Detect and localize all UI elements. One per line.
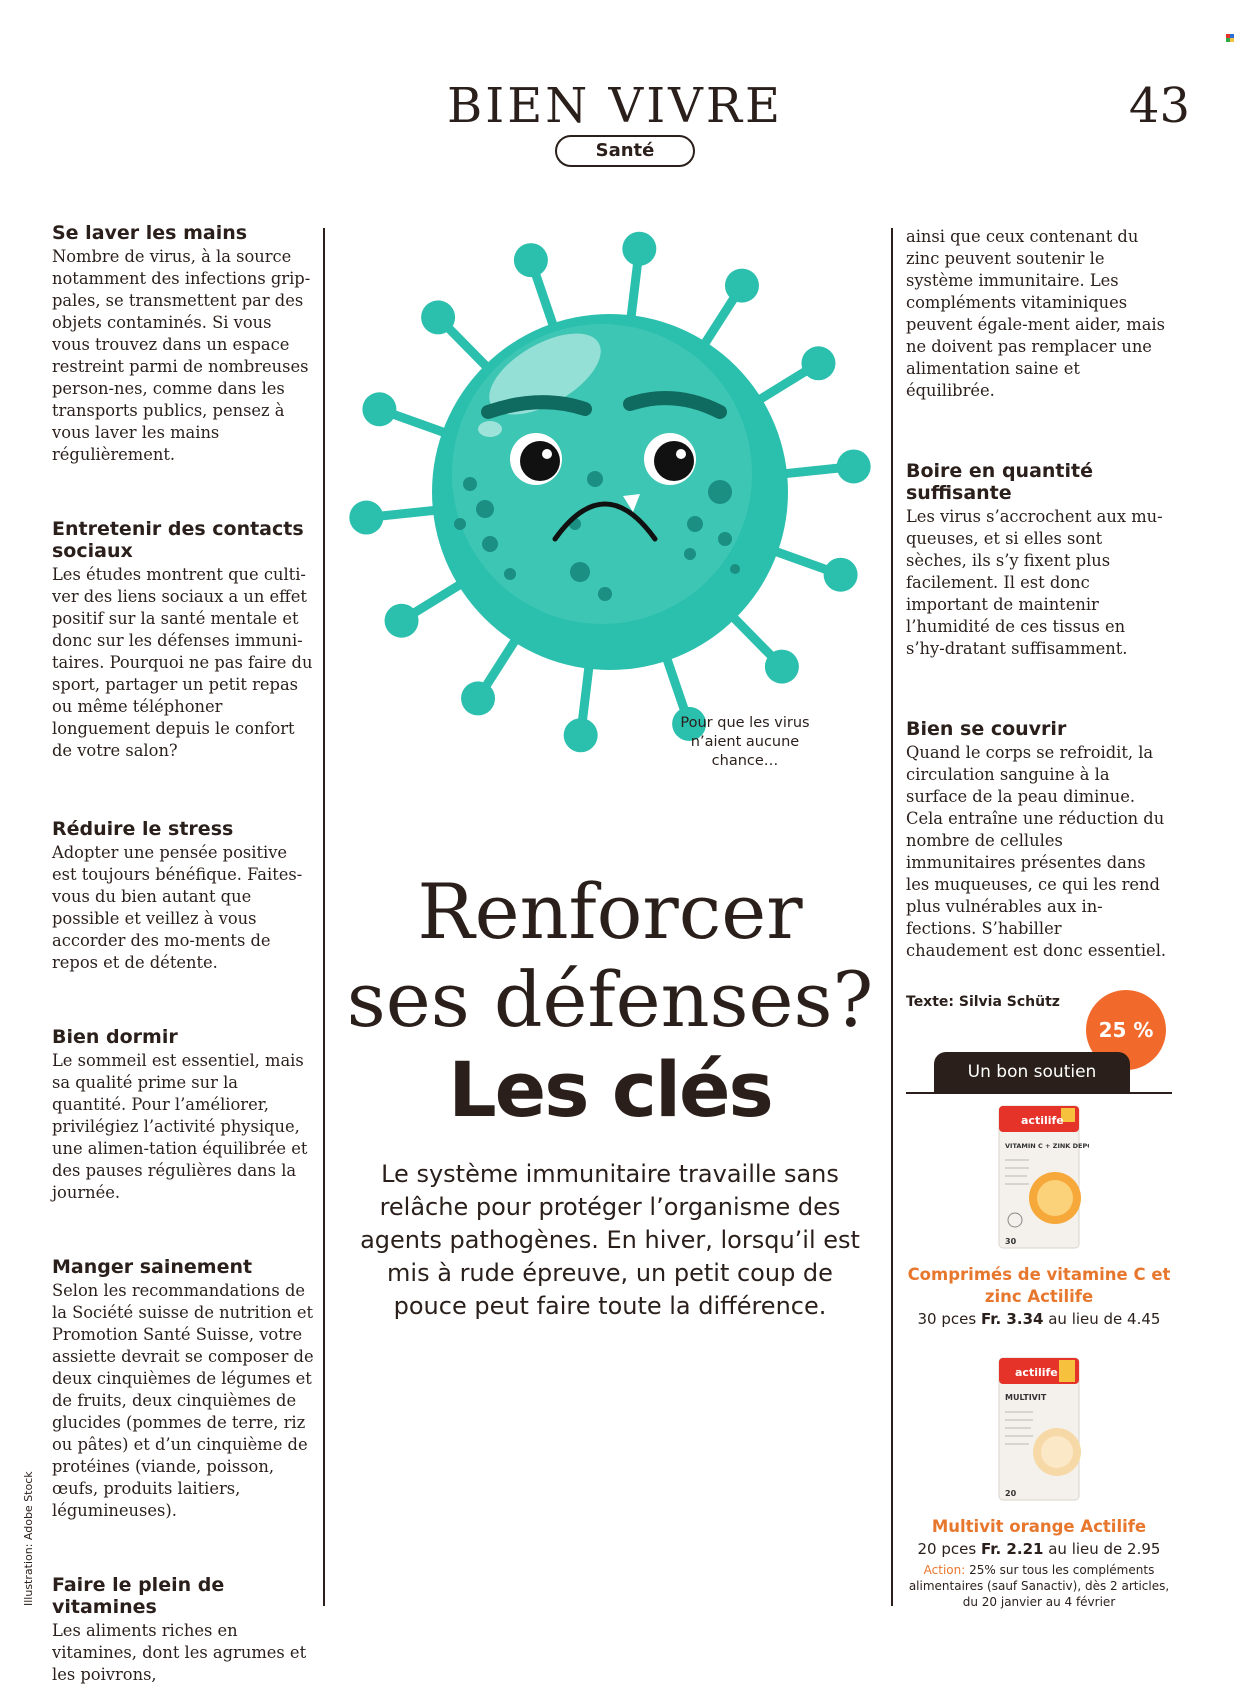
promo-divider [906,1092,1172,1094]
article-eat [52,1256,314,1522]
virus-spike-tip [461,681,495,715]
article-body: Les aliments riches en vitamines, dont les agrumes et les poivrons, [52,1621,307,1684]
left-column [52,222,314,1702]
virus-spike-tip [725,269,759,303]
promo-sidebar [906,990,1172,1610]
svg-text:actilife: actilife [1015,1366,1058,1379]
virus-spike-tip [765,650,799,684]
article-body: Adopter une pensée positive est toujours bénéfique. Faites-vous du bien autant que possible et veillez à vous accorder des mo-ments de repos et de détente. [52,843,303,972]
article-social [52,518,314,762]
virus-spike-tip [349,501,383,535]
vitamin-c-box-image [989,1102,1089,1252]
author-credit: Texte: Silvia Schütz [906,994,1060,1010]
article-sleep [52,1026,314,1204]
virus-spike-tip [514,243,548,277]
discount-badge: 25 % [1086,990,1166,1070]
multivit-box-image [989,1354,1089,1504]
product-price-now: Fr. 3.34 [980,1310,1044,1328]
page-number: 43 [1128,78,1190,134]
product-price-was: au lieu de 4.45 [1048,1310,1161,1328]
headline-line: Renforcer [417,867,803,956]
product-price-was: au lieu de 2.95 [1048,1540,1161,1558]
product-qty: 30 pces [917,1310,977,1328]
article-body: Selon les recommandations de la Société suisse de nutrition et Promotion Santé Suisse, votre assiette devrait se composer de deux cinquièmes de légumes et de fruits, deux cinquièmes de glucides (pommes de terre, riz ou pâtes) et d’un cinquième de protéines (viande, poisson, œufs, produits laitiers, légumineuses). [52,1281,314,1520]
svg-text:MULTIVIT: MULTIVIT [1005,1393,1047,1402]
article-cover [906,718,1168,962]
virus-illustration [340,224,880,754]
virus-spike-tip [837,449,871,483]
virus-spike-tip [824,558,858,592]
product-name: Comprimés de vitamine C et zinc Actilife [907,1265,1171,1306]
product-name: Multivit orange Actilife [931,1517,1147,1536]
headline-bold-line: Les clés [448,1045,772,1134]
virus-spike-tip [622,232,656,266]
article-body: ainsi que ceux contenant du zinc peuvent soutenir le système immunitaire. Les compléments vitaminiques peuvent égale-ment aider, mais ne doivent pas remplacer une alimentation saine et équilibrée. [906,227,1165,400]
article-body: Les études montrent que culti-ver des liens sociaux a un effet positif sur la santé mentale et donc sur les défenses immuni-taires. Pourquoi ne pas faire du sport, partager un petit repas ou même téléphoner longuement depuis le confort de votre salon? [52,565,313,760]
article-heading: Bien dormir [52,1026,178,1048]
article-heading: Bien se couvrir [906,718,1067,740]
article-body: Nombre de virus, à la source notamment des infections grip-pales, se transmettent par des objets contaminés. Si vous vous trouvez dans un espace restreint parmi de nombreuses person-nes, comme dans les transports publics, pensez à vous laver les mains régulièrement. [52,247,311,464]
article-body: Le sommeil est essentiel, mais sa qualité prime sur la quantité. Pour l’améliorer, privilégiez l’activité physique, une alimen-tation équilibrée et des pauses régulières dans la journée. [52,1051,308,1202]
headline [330,868,890,1136]
svg-text:actilife: actilife [1021,1114,1064,1127]
action-label: Action: [923,1563,966,1577]
section-tag: Santé [555,135,695,167]
illustration-credit: Illustration: Adobe Stock [22,1471,35,1606]
lead-paragraph: Le système immunitaire travaille sans relâche pour protéger l’organisme des agents pathogènes. En hiver, lorsqu’il est mis à rude épreuve, un petit coup de pouce peut faire toute la différence. [360,1160,860,1320]
virus-spike-tip [801,346,835,380]
product-card[interactable] [906,1102,1172,1330]
product-price-now: Fr. 2.21 [980,1540,1044,1558]
article-heading: Se laver les mains [52,222,248,244]
action-note [906,1562,1172,1610]
column-divider-right [891,228,893,1606]
virus-spike-tip [362,392,396,426]
section-title: BIEN VIVRE [447,78,783,134]
illustration-caption: Pour que les virus n’aient aucune chance… [680,715,810,769]
article-heading: Boire en quantité suffisante [906,460,1093,504]
article-body: Quand le corps se refroidit, la circulation sanguine à la surface de la peau diminue. Cela entraîne une réduction du nombre de cellules immunitaires présentes dans les muqueuses, ce qui les rend plus vulnérables aux in-fections. S’habiller chaudement est donc essentiel. [906,743,1167,960]
article-drink [906,460,1168,660]
article-heading: Réduire le stress [52,818,234,840]
product-qty: 20 pces [917,1540,977,1558]
virus-spike-tip [421,300,455,334]
svg-text:30: 30 [1005,1237,1017,1246]
product-price [906,1538,1172,1560]
article-hands [52,222,314,466]
promo-title: Un bon soutien [934,1052,1130,1092]
virus-spike-tip [385,604,419,638]
action-text: 25% sur tous les compléments alimentaires (sauf Sanactiv), dès 2 articles, du 20 janvier au 4 février [908,1563,1170,1609]
article-body: Les virus s’accrochent aux mu-queuses, et si elles sont sèches, ils s’y fixent plus facilement. Il est donc important de maintenir l’humidité de ces tissus en s’hy-dratant suffisamment. [906,507,1163,658]
article-heading: Faire le plein de vitamines [52,1574,225,1618]
headline-line: ses défenses? [346,955,874,1044]
virus-spike-tip [564,718,598,752]
column-divider-left [323,228,325,1606]
product-price [906,1308,1172,1330]
article-heading: Entretenir des contacts sociaux [52,518,304,562]
article-stress [52,818,314,974]
article-continuation [906,226,1168,402]
article-heading: Manger sainement [52,1256,253,1278]
color-marker-icon [1226,34,1234,42]
svg-text:VITAMIN C + ZINK DEPOT: VITAMIN C + ZINK DEPOT [1005,1142,1089,1150]
svg-text:20: 20 [1005,1489,1017,1498]
product-card[interactable] [906,1354,1172,1560]
article-vitamins [52,1574,314,1686]
right-column [906,226,1168,1010]
